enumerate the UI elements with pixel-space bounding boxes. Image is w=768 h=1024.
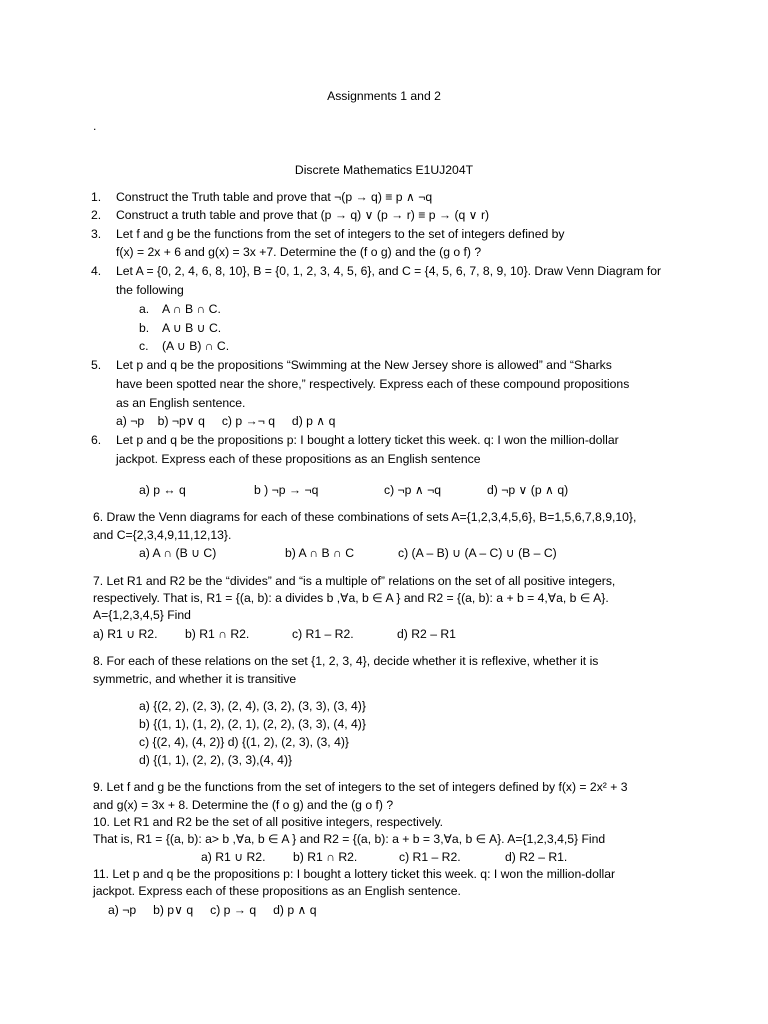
q5-line-3: as an English sentence. — [116, 396, 246, 410]
q11-options — [108, 902, 317, 918]
q7-opt-b: b) R1 ∩ R2. — [185, 627, 250, 641]
q6b-opt-c: c) (A – B) ∪ (A – C) ∪ (B – C) — [398, 546, 557, 560]
q5-opt-a: a) ¬p — [116, 414, 145, 428]
q7-line-1: 7. Let R1 and R2 be the “divides” and “is a multiple of” relations on the set of all positive integers, — [93, 574, 616, 588]
q7-opt-d: d) R2 – R1 — [397, 627, 456, 641]
q4-line-2: the following — [116, 283, 184, 297]
q7-opt-c: c) R1 – R2. — [292, 627, 354, 641]
q11-line-1: 11. Let p and q be the propositions p: I bought a lottery ticket this week. q: I won the million-dollar — [93, 867, 616, 881]
q3-number: 3. — [91, 227, 102, 241]
q4-a-label: a. — [139, 302, 150, 316]
q8-cd: c) {(2, 4), (4, 2)} d) {(1, 2), (2, 3), (3, 4)} — [139, 735, 349, 749]
q2-number: 2. — [91, 208, 102, 222]
q4-c: (A ∪ B) ∩ C. — [162, 339, 230, 353]
q10-line-2: That is, R1 = {(a, b): a> b ,∀a, b ∈ A } and R2 = {(a, b): a + b = 3,∀a, b ∈ A}. A={1,2,3,4,5} Find — [93, 832, 606, 846]
q6-opt-c: c) ¬p ∧ ¬q — [384, 483, 442, 497]
q6b-line-1: 6. Draw the Venn diagrams for each of these combinations of sets A={1,2,3,4,5,6}, B=1,5,6,7,8,9,10}, — [93, 510, 637, 524]
q10-opt-d: d) R2 – R1. — [505, 850, 568, 864]
q5-number: 5. — [91, 358, 102, 372]
q9-line-2: and g(x) = 3x + 8. Determine the (f o g) and the (g o f) ? — [93, 798, 394, 812]
q11-opt-c: c) p → q — [210, 903, 257, 917]
q1-text: Construct the Truth table and prove that ¬(p → q) ≡ p ∧ ¬q — [116, 190, 433, 204]
q4-line-1: Let A = {0, 2, 4, 6, 8, 10}, B = {0, 1, 2, 3, 4, 5, 6}, and C = {4, 5, 6, 7, 8, 9, 10}. Draw Venn Diagram for — [116, 264, 662, 278]
q11-opt-b: b) p∨ q — [153, 903, 194, 917]
page-title: Assignments 1 and 2 — [327, 89, 441, 103]
q5-line-2: have been spotted near the shore,” respectively. Express each of these compound propositions — [116, 377, 630, 391]
q1-number: 1. — [91, 190, 102, 204]
q5-opt-c: c) p →¬ q — [221, 414, 275, 428]
q5-opt-b: b) ¬p∨ q — [157, 414, 205, 428]
q7-line-3: A={1,2,3,4,5} Find — [93, 608, 191, 622]
q3-line-1: Let f and g be the functions from the set of integers to the set of integers defined by — [116, 227, 565, 241]
q4-c-label: c. — [139, 339, 149, 353]
course-title: Discrete Mathematics E1UJ204T — [294, 163, 474, 177]
q8-line-2: symmetric, and whether it is transitive — [93, 672, 297, 686]
q8-line-1: 8. For each of these relations on the set {1, 2, 3, 4}, decide whether it is reflexive, whether it is — [93, 654, 599, 668]
q6b-opt-b: b) A ∩ B ∩ C — [285, 546, 354, 560]
q6-line-2: jackpot. Express each of these propositions as an English sentence — [116, 452, 481, 466]
q11-opt-a: a) ¬p — [108, 903, 137, 917]
q10-opt-c: c) R1 – R2. — [399, 850, 461, 864]
q8-b: b) {(1, 1), (1, 2), (2, 1), (2, 2), (3, 3), (4, 4)} — [139, 717, 366, 731]
q4-b-label: b. — [139, 321, 150, 335]
q3-line-2: f(x) = 2x + 6 and g(x) = 3x +7. Determine the (f o g) and the (g o f) ? — [116, 245, 482, 259]
q10-opt-a: a) R1 ∪ R2. — [201, 850, 266, 864]
q8-a: a) {(2, 2), (2, 3), (2, 4), (3, 2), (3, 3), (3, 4)} — [139, 699, 366, 713]
q7-opt-a: a) R1 ∪ R2. — [93, 627, 158, 641]
q5-opt-d: d) p ∧ q — [291, 414, 336, 428]
q4-b: A ∪ B ∪ C. — [162, 321, 222, 335]
q6-opt-b: b ) ¬p → ¬q — [254, 483, 319, 497]
q6-line-1: Let p and q be the propositions p: I bought a lottery ticket this week. q: I won the million-dollar — [116, 433, 619, 447]
q6-opt-d: d) ¬p ∨ (p ∧ q) — [487, 483, 569, 497]
q4-number: 4. — [91, 264, 102, 278]
stray-dot: . — [93, 119, 97, 133]
q6b-opt-a: a) A ∩ (B ∪ C) — [139, 546, 217, 560]
q4-a: A ∩ B ∩ C. — [162, 302, 221, 316]
q2-text: Construct a truth table and prove that (p → q) ∨ (p → r) ≡ p → (q ∨ r) — [116, 208, 490, 222]
q11-opt-d: d) p ∧ q — [273, 903, 317, 917]
q10-opt-b: b) R1 ∩ R2. — [293, 850, 358, 864]
q5-options — [116, 413, 335, 429]
q5-line-1: Let p and q be the propositions “Swimming at the New Jersey shore is allowed” and “Sharks — [116, 358, 612, 372]
q9-line-1: 9. Let f and g be the functions from the set of integers to the set of integers defined by f(x) = 2x² + 3 — [93, 780, 628, 794]
q6-number: 6. — [91, 433, 102, 447]
q10-line-1: 10. Let R1 and R2 be the set of all positive integers, respectively. — [93, 815, 444, 829]
q8-e: d) {(1, 1), (2, 2), (3, 3),(4, 4)} — [139, 753, 293, 767]
q6-opt-a: a) p ↔ q — [139, 483, 186, 497]
q6b-line-2: and C={2,3,4,9,11,12,13}. — [93, 528, 232, 542]
q11-line-2: jackpot. Express each of these propositions as an English sentence. — [93, 884, 461, 898]
q7-line-2: respectively. That is, R1 = {(a, b): a divides b ,∀a, b ∈ A } and R2 = {(a, b): a + b = 4,∀a, b ∈ A}. — [93, 591, 609, 605]
